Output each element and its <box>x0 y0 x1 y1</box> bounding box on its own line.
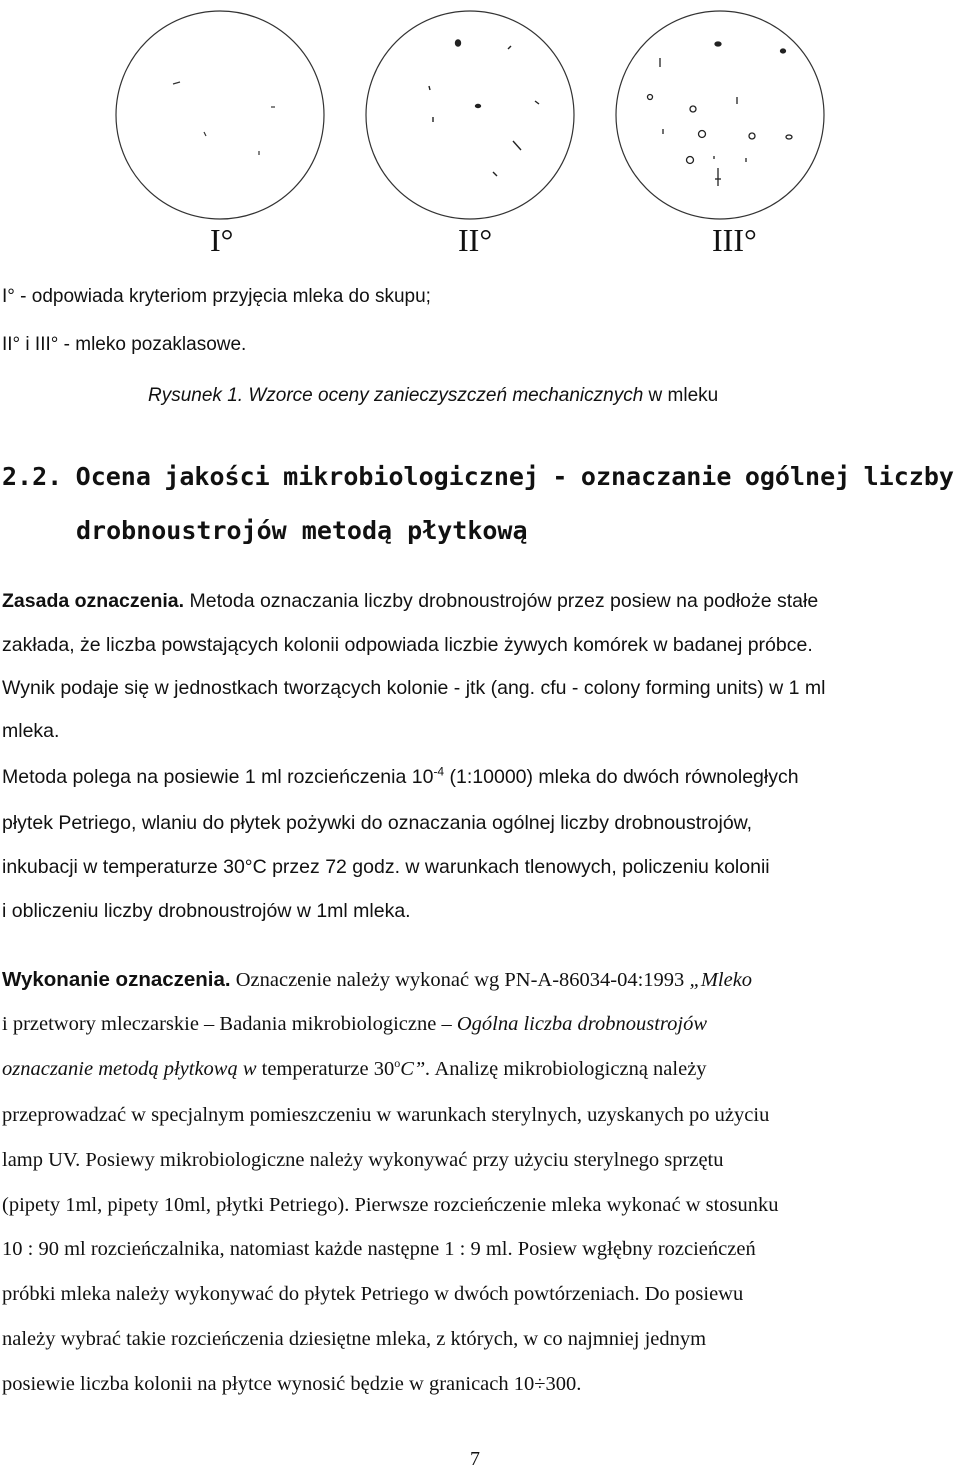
execution-text: i przetwory mleczarskie – Badania mikrobiologiczne – <box>2 1013 452 1035</box>
petri-dish-figure <box>0 0 960 220</box>
caption-suffix: w mleku <box>648 385 719 406</box>
execution-line-4: przeprowadzać w specjalnym pomieszczeniu w warunkach sterylnych, uzyskanych po użyciu <box>2 1104 770 1126</box>
execution-line-2 <box>2 1013 707 1036</box>
execution-text: Oznaczenie należy wykonać wg PN-A-86034-04:1993 <box>235 969 685 991</box>
execution-italic: oznaczanie metodą płytkową w <box>2 1058 257 1080</box>
plate-1 <box>116 11 324 219</box>
principle-label: Zasada oznaczenia. <box>2 590 185 612</box>
principle-line-4: mleka. <box>2 720 60 742</box>
execution-italic: C”. <box>400 1058 431 1080</box>
section-number: 2.2. <box>2 462 63 491</box>
figure-caption <box>148 385 718 407</box>
caption-text: Wzorce oceny zanieczyszczeń mechanicznych <box>248 385 644 406</box>
legend-line-1: I° - odpowiada kryteriom przyjęcia mleka do skupu; <box>2 286 431 307</box>
principle-line-1 <box>2 590 818 613</box>
degree-superscript: o <box>394 1056 401 1071</box>
section-heading <box>2 462 954 491</box>
execution-italic: Ogólna liczba drobnoustrojów <box>456 1013 708 1035</box>
plate-label-1: I° <box>210 222 234 258</box>
exponent: -4 <box>433 764 445 779</box>
principle-line-2: zakłada, że liczba powstających kolonii odpowiada liczbie żywych komórek w badanej próbce. <box>2 634 813 656</box>
method-text: (1:10000) mleka do dwóch równoległych <box>449 766 799 788</box>
execution-line-8: próbki mleka należy wykonywać do płytek Petriego w dwóch powtórzeniach. Do posiewu <box>2 1283 744 1305</box>
execution-line-7: 10 : 90 ml rozcieńczalnika, natomiast każde następne 1 : 9 ml. Posiew wgłębny rozcieńczeń <box>2 1238 756 1260</box>
principle-line-3: Wynik podaje się w jednostkach tworzących kolonie - jtk (ang. cfu - colony forming units) w 1 ml <box>2 677 826 699</box>
plate-3 <box>616 11 824 219</box>
execution-label: Wykonanie oznaczenia. <box>2 968 231 991</box>
method-text: Metoda polega na posiewie 1 ml rozcieńczenia 10 <box>2 766 434 788</box>
execution-text: Analizę mikrobiologiczną należy <box>434 1058 707 1080</box>
execution-line-9: należy wybrać takie rozcieńczenia dziesiętne mleka, z których, w co najmniej jednym <box>2 1328 707 1350</box>
execution-text: temperaturze 30 <box>261 1058 395 1080</box>
heading-word: jakości <box>164 462 270 491</box>
plate-label-2: II° <box>458 222 493 258</box>
plate-label-3: III° <box>712 222 757 258</box>
method-line-4: i obliczeniu liczby drobnoustrojów w 1ml mleka. <box>2 900 411 922</box>
execution-line-5: lamp UV. Posiewy mikrobiologiczne należy wykonywać przy użyciu sterylnego sprzętu <box>2 1149 724 1171</box>
heading-word: - <box>552 462 568 491</box>
plate-2 <box>366 11 574 219</box>
heading-word: mikrobiologicznej <box>283 462 539 491</box>
method-line-1 <box>2 766 799 789</box>
method-line-3: inkubacji w temperaturze 30°C przez 72 godz. w warunkach tlenowych, policzeniu kolonii <box>2 856 770 878</box>
execution-line-10: posiewie liczba kolonii na płytce wynosić będzie w granicach 10÷300. <box>2 1373 582 1395</box>
execution-line-1 <box>2 968 752 992</box>
execution-line-3 <box>2 1058 707 1081</box>
caption-prefix: Rysunek 1. <box>148 385 244 406</box>
execution-italic: „Mleko <box>689 969 753 991</box>
heading-word: ogólnej <box>744 462 851 491</box>
page-number: 7 <box>470 1448 480 1470</box>
heading-word: oznaczanie <box>580 462 732 491</box>
heading-word: Ocena <box>75 462 151 491</box>
legend-line-2: II° i III° - mleko pozaklasowe. <box>2 334 247 355</box>
execution-line-6: (pipety 1ml, pipety 10ml, płytki Petriego). Pierwsze rozcieńczenie mleka wykonać w stosunku <box>2 1194 779 1216</box>
principle-text: Metoda oznaczania liczby drobnoustrojów przez posiew na podłoże stałe <box>189 590 819 612</box>
heading-word: liczby <box>863 462 954 491</box>
method-line-2: płytek Petriego, wlaniu do płytek pożywki do oznaczania ogólnej liczby drobnoustrojów, <box>2 812 753 834</box>
section-heading-line-2: drobnoustrojów metodą płytkową <box>76 516 528 545</box>
